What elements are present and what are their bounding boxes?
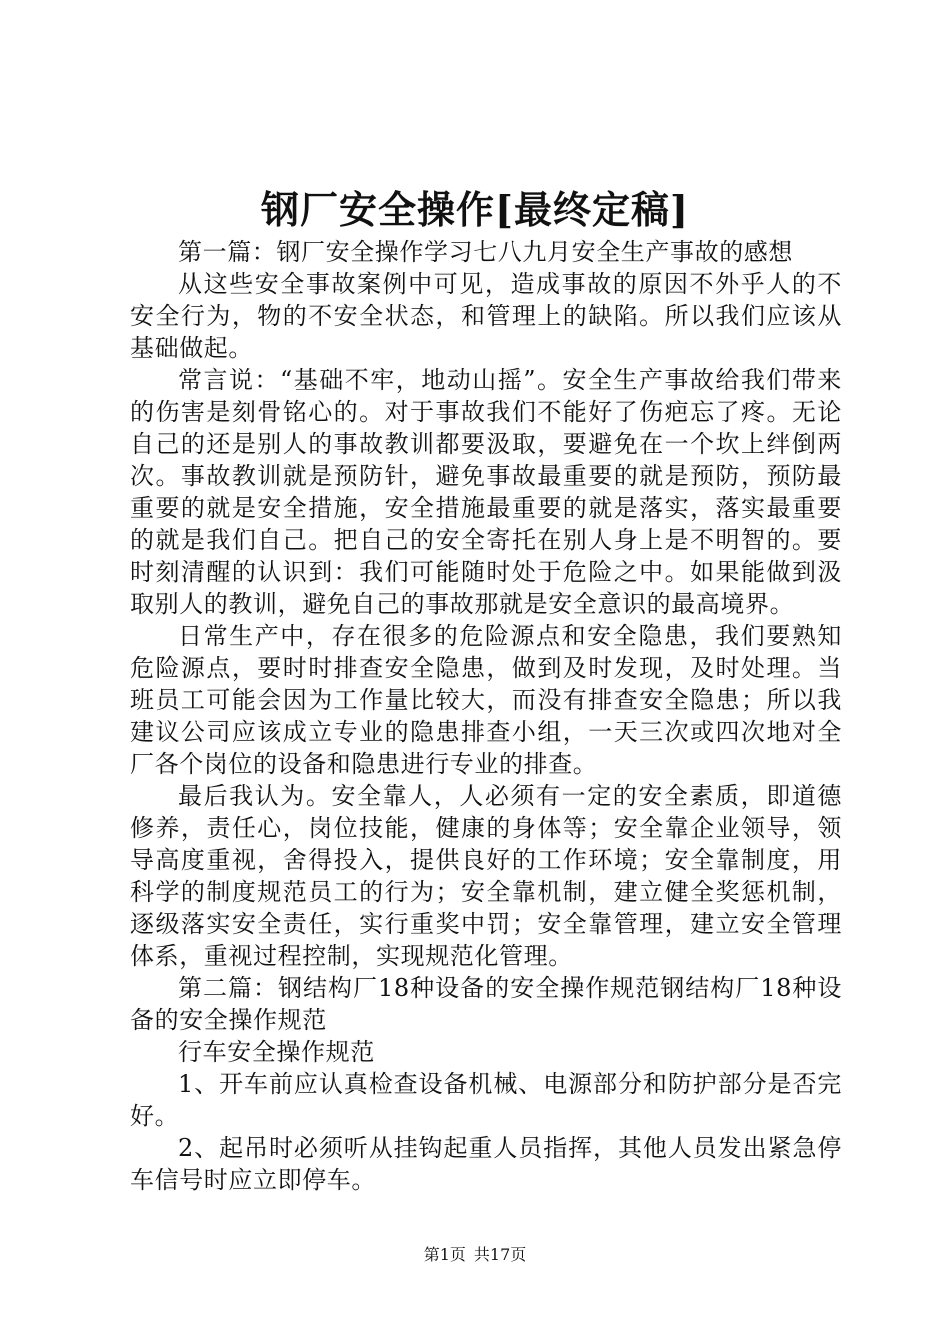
paragraph: 第二篇：钢结构厂18种设备的安全操作规范钢结构厂18种设备的安全操作规范 [130, 974, 842, 1034]
paragraph: 行车安全操作规范 [178, 1038, 375, 1066]
document-title: 钢厂安全操作[最终定稿] [261, 187, 689, 232]
paragraph: 日常生产中，存在很多的危险源点和安全隐患，我们要熟知危险源点，要时时排查安全隐患，做到及时发现，及时处理。当班员工可能会因为工作量比较大，而没有排查安全隐患；所以我建议公司应该成立专业的隐患排查小组，一天三次或四次地对全厂各个岗位的设备和隐患进行专业的排查。 [130, 622, 842, 778]
page-footer [0, 1242, 950, 1265]
page-number: 第1页 [423, 1245, 466, 1264]
paragraph: 1、开车前应认真检查设备机械、电源部分和防护部分是否完好。 [130, 1070, 842, 1130]
paragraph: 从这些安全事故案例中可见，造成事故的原因不外乎人的不安全行为，物的不安全状态，和管理上的缺陷。所以我们应该从基础做起。 [130, 270, 842, 362]
paragraph: 最后我认为。安全靠人，人必须有一定的安全素质，即道德修养，责任心，岗位技能，健康的身体等；安全靠企业领导，领导高度重视，舍得投入，提供良好的工作环境；安全靠制度，用科学的制度规范员工的行为；安全靠机制，建立健全奖惩机制，逐级落实安全责任，实行重奖中罚；安全靠管理，建立安全管理体系，重视过程控制，实现规范化管理。 [130, 782, 842, 970]
paragraph: 常言说：“基础不牢，地动山摇”。安全生产事故给我们带来的伤害是刻骨铭心的。对于事故我们不能好了伤疤忘了疼。无论自己的还是别人的事故教训都要汲取，要避免在一个坎上绊倒两次。事故教训就是预防针，避免事故最重要的就是预防，预防最重要的就是安全措施，安全措施最重要的就是落实，落实最重要的就是我们自己。把自己的安全寄托在别人身上是不明智的。要时刻清醒的认识到：我们可能随时处于危险之中。如果能做到汲取别人的教训，避免自己的事故那就是安全意识的最高境界。 [130, 366, 842, 618]
page-total: 共17页 [473, 1245, 527, 1264]
paragraph: 2、起吊时必须听从挂钩起重人员指挥，其他人员发出紧急停车信号时应立即停车。 [130, 1134, 842, 1194]
document-body [130, 236, 842, 1196]
paragraph: 第一篇：钢厂安全操作学习七八九月安全生产事故的感想 [178, 238, 793, 266]
